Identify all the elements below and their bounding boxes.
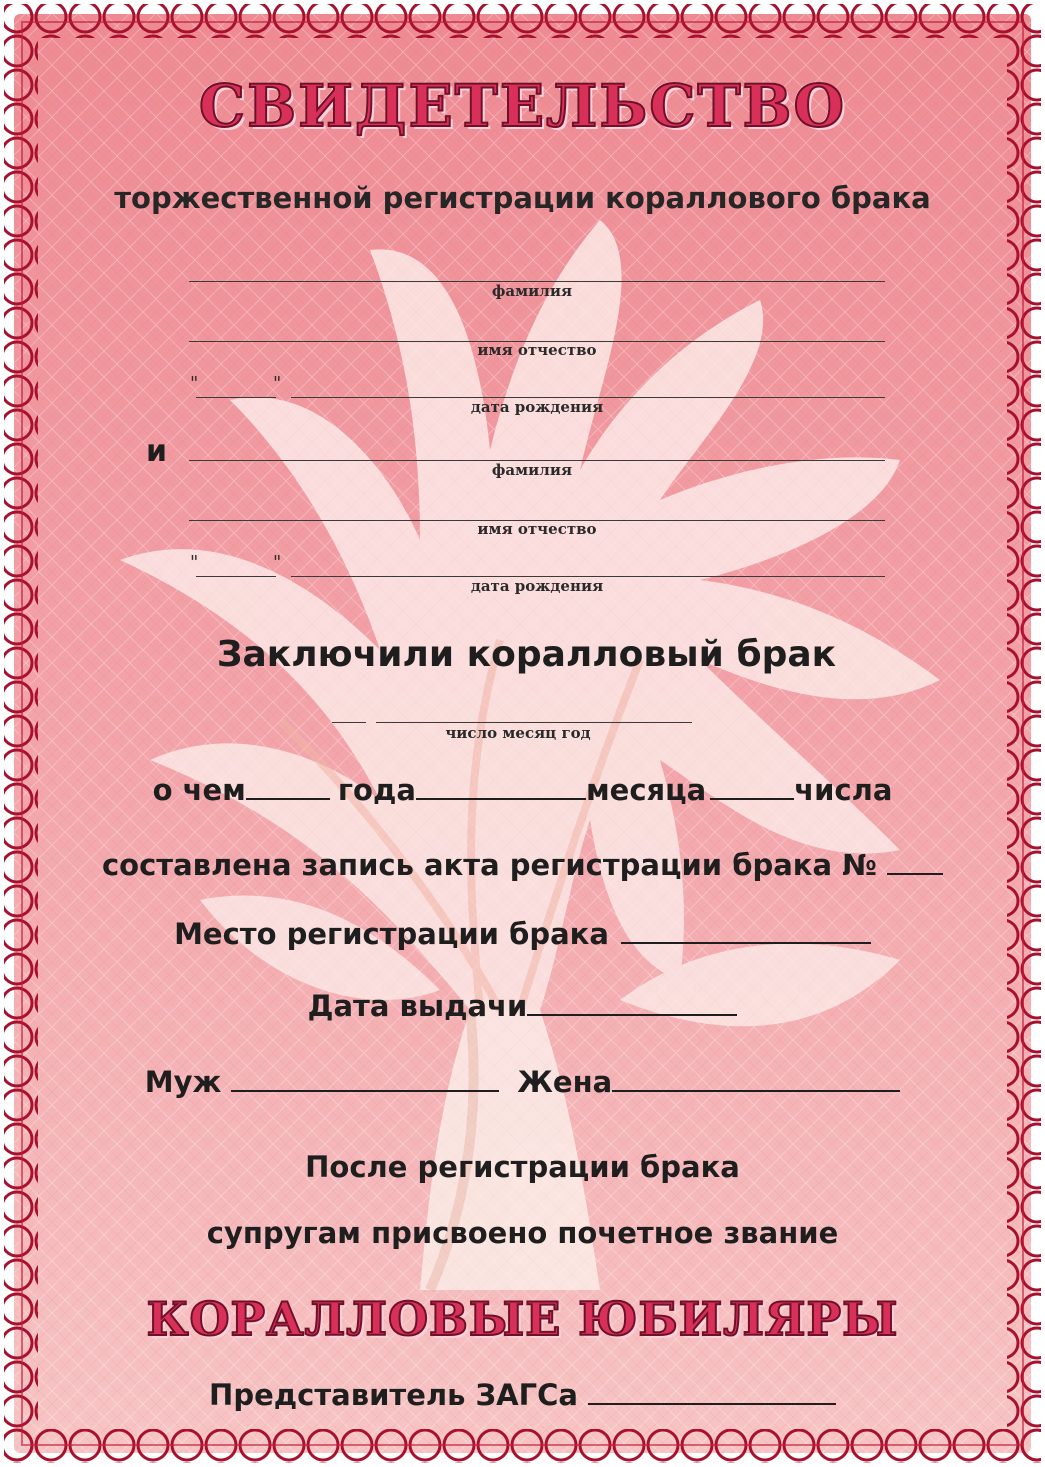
registrar-line <box>0 1378 1045 1412</box>
record-date-line <box>0 773 1045 807</box>
after-registration-text: После регистрации брака <box>305 1150 740 1184</box>
record-year-blank[interactable] <box>246 776 330 800</box>
married-heading: Заключили коралловый брак <box>216 634 837 675</box>
person2-surname-caption: фамилия <box>491 461 573 479</box>
record-month-label: месяца <box>585 773 707 807</box>
record-day-blank[interactable] <box>710 776 794 800</box>
person1-quote-close: " <box>273 373 282 394</box>
certificate-subtitle: торжественной регистрации кораллового брака <box>114 181 931 215</box>
spouses-line <box>0 1065 1045 1099</box>
marriage-date-line[interactable] <box>376 722 692 723</box>
place-label: Место регистрации брака <box>174 917 609 951</box>
person2-name-caption: имя отчество <box>477 520 597 538</box>
certificate-title: СВИДЕТЕЛЬСТВО <box>198 72 847 140</box>
person2-birth-day-line[interactable] <box>196 576 276 577</box>
person2-quote-close: " <box>273 552 282 573</box>
person2-birth-caption: дата рождения <box>470 577 604 595</box>
person2-quote-open: " <box>190 552 199 573</box>
record-about-label: о чем <box>152 773 246 807</box>
person1-quote-open: " <box>190 373 199 394</box>
husband-label: Муж <box>144 1065 222 1099</box>
person1-birth-caption: дата рождения <box>470 398 604 416</box>
honorary-title: КОРАЛЛОВЫЕ ЮБИЛЯРЫ <box>146 1292 899 1346</box>
record-year-label: года <box>337 773 416 807</box>
marriage-day-line[interactable] <box>332 722 366 723</box>
record-day-label: числа <box>794 773 893 807</box>
issue-date-line <box>0 989 1045 1023</box>
issue-date-blank[interactable] <box>527 992 737 1016</box>
marriage-date-caption: число месяц год <box>445 724 591 742</box>
person1-surname-caption: фамилия <box>491 282 573 300</box>
person1-name-caption: имя отчество <box>477 341 597 359</box>
act-record-line <box>0 848 1045 882</box>
conjunction-and: и <box>146 434 168 469</box>
record-month-blank[interactable] <box>416 776 586 800</box>
act-record-label: составлена запись акта регистрации брака № <box>101 848 878 882</box>
wife-blank[interactable] <box>612 1068 900 1092</box>
person1-birth-day-line[interactable] <box>196 397 276 398</box>
registrar-label: Представитель ЗАГСа <box>209 1378 578 1412</box>
act-record-number-blank[interactable] <box>887 851 943 875</box>
wife-label: Жена <box>517 1065 613 1099</box>
registrar-signature-blank[interactable] <box>588 1381 836 1405</box>
place-blank[interactable] <box>621 920 871 944</box>
title-awarded-text: супругам присвоено почетное звание <box>206 1216 839 1250</box>
issue-date-label: Дата выдачи <box>307 989 528 1023</box>
place-line <box>0 917 1045 951</box>
husband-blank[interactable] <box>231 1068 499 1092</box>
